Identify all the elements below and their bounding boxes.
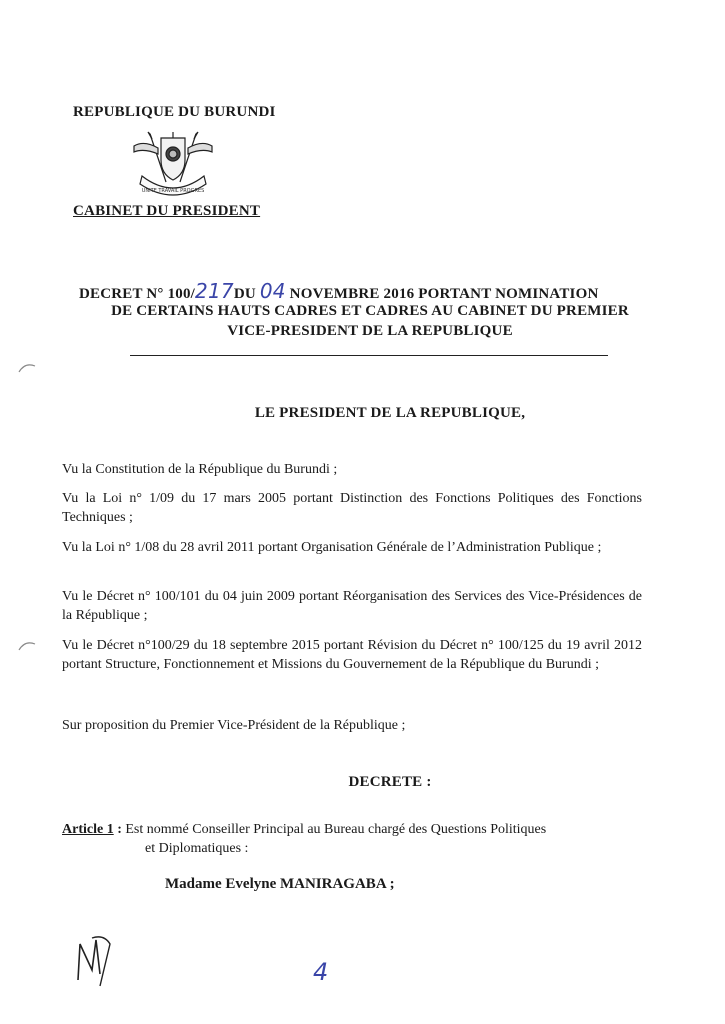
punch-mark-bottom <box>17 640 37 652</box>
decree-title-line2: DE CERTAINS HAUTS CADRES ET CADRES AU CABINET DU PREMIER <box>111 303 629 319</box>
decree-title-suffix: NOVEMBRE 2016 PORTANT NOMINATION <box>289 286 599 302</box>
decree-title-line3: VICE-PRESIDENT DE LA REPUBLIQUE <box>227 323 513 339</box>
president-heading: LE PRESIDENT DE LA REPUBLIQUE, <box>254 405 526 421</box>
coat-of-arms-emblem <box>128 130 218 202</box>
article-1-colon: : <box>113 822 122 837</box>
consideration-constitution: Vu la Constitution de la République du Burundi ; <box>62 462 338 477</box>
handwritten-initials-signature <box>70 930 118 990</box>
decree-title-du: DU <box>233 286 256 302</box>
appointee-name: Madame Evelyne MANIRAGABA ; <box>165 876 395 892</box>
punch-mark-top <box>17 362 37 374</box>
cabinet-name: CABINET DU PRESIDENT <box>73 203 261 219</box>
article-1-text-line1: Est nommé Conseiller Principal au Bureau chargé des Questions Politiques <box>125 822 547 837</box>
consideration-loi-1-09: Vu la Loi n° 1/09 du 17 mars 2005 portant Distinction des Fonctions Politiques des Fonctions Techniques ; <box>62 491 642 525</box>
decree-number-handwritten: 217 <box>195 279 234 303</box>
decrete-heading: DECRETE : <box>348 774 432 790</box>
decree-day-handwritten: 04 <box>259 279 286 303</box>
decree-title-line1 <box>79 279 659 303</box>
article-1-label: Article 1 <box>62 822 114 837</box>
title-divider <box>130 355 608 356</box>
article-1 <box>62 820 662 839</box>
country-name: REPUBLIQUE DU BURUNDI <box>73 104 276 120</box>
emblem-motto-text: UNITE TRAVAIL PROGRES <box>141 188 205 194</box>
decree-title-prefix: DECRET N° 100/ <box>79 286 196 302</box>
consideration-decret-100-101: Vu le Décret n° 100/101 du 04 juin 2009 portant Réorganisation des Services des Vice-Présidences de la République ; <box>62 589 642 623</box>
handwritten-page-number: 4 <box>313 958 329 986</box>
article-1-text-line2: et Diplomatiques : <box>145 841 249 856</box>
consideration-loi-1-08: Vu la Loi n° 1/08 du 28 avril 2011 portant Organisation Générale de l’Administration Publique ; <box>62 540 602 555</box>
consideration-proposition: Sur proposition du Premier Vice-Président de la République ; <box>62 718 406 733</box>
consideration-decret-100-29: Vu le Décret n°100/29 du 18 septembre 2015 portant Révision du Décret n° 100/125 du 19 avril 2012 portant Structure, Fonctionnement et Missions du Gouvernement de la République du Burundi ; <box>62 638 642 672</box>
